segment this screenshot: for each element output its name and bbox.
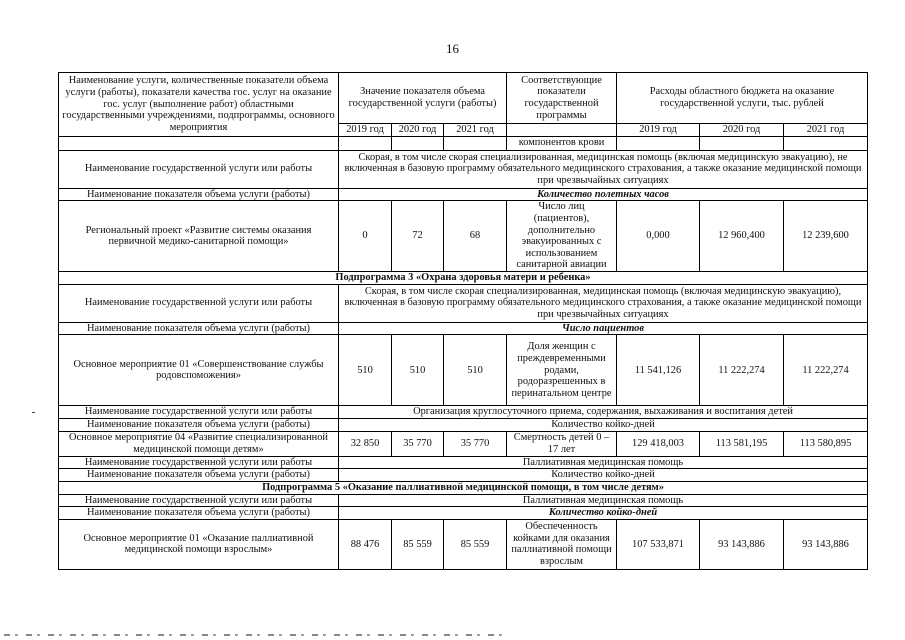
activity-name: Основное мероприятие 01 «Оказание паллиативной медицинской помощи взрослым»: [59, 519, 339, 569]
subprogram-title: Подпрограмма 5 «Оказание паллиативной медицинской помощи, в том числе детям»: [59, 481, 868, 494]
row-label: Наименование показателя объема услуги (работы): [59, 188, 339, 201]
row-label: Наименование показателя объема услуги (работы): [59, 322, 339, 335]
expense-cell: 129 418,003: [617, 431, 700, 456]
volume-indicator-cell: Количество койко-дней: [339, 507, 868, 520]
row-label: Наименование показателя объема услуги (работы): [59, 419, 339, 432]
table-row: [59, 469, 868, 482]
indicator-cell: Смертность детей 0 – 17 лет: [507, 431, 617, 456]
page-number: 16: [446, 41, 459, 56]
expense-cell: 12 960,400: [700, 201, 784, 272]
table-row: [59, 188, 868, 201]
budget-table: [58, 72, 868, 570]
value-cell: 510: [392, 335, 444, 406]
header-row: [59, 73, 868, 124]
row-label: Наименование показателя объема услуги (работы): [59, 507, 339, 520]
expense-cell: 11 222,274: [700, 335, 784, 406]
row-label: Наименование показателя объема услуги (работы): [59, 469, 339, 482]
table-row: [59, 201, 868, 272]
expense-cell: 113 581,195: [700, 431, 784, 456]
value-cell: 35 770: [392, 431, 444, 456]
indicator-cell: Обеспеченность койками для оказания паллиативной помощи взрослым: [507, 519, 617, 569]
volume-indicator-cell: Число пациентов: [339, 322, 868, 335]
expense-cell: 12 239,600: [784, 201, 868, 272]
scan-artifact: [4, 634, 504, 636]
table-row: [59, 519, 868, 569]
service-name-cell: Скорая, в том числе скорая специализированная, медицинская помощь (включая медицинскую эвакуацию), включенная в базовую программу обязательного медицинского страхования, а также оказание медицинской помощи при чрезвычайных ситуациях: [339, 284, 868, 322]
row-label: Наименование государственной услуги или работы: [59, 406, 339, 419]
expense-cell: 107 533,871: [617, 519, 700, 569]
empty-cell: [392, 136, 444, 150]
volume-indicator-cell: Количество койко-дней: [339, 469, 868, 482]
empty-cell: [339, 136, 392, 150]
header-volume-cell: Значение показателя объема государственной услуги (работы): [339, 73, 507, 124]
empty-cell: [700, 136, 784, 150]
row-label: Наименование государственной услуги или работы: [59, 150, 339, 188]
indicator-cell: компонентов крови: [507, 136, 617, 150]
header-expenses-cell: Расходы областного бюджета на оказание государственной услуги, тыс. рублей: [617, 73, 868, 124]
header-indicators-cell: Соответствующие показатели государственной программы: [507, 73, 617, 124]
activity-name: Основное мероприятие 01 «Совершенствование службы родовспоможения»: [59, 335, 339, 406]
indicator-cell: Доля женщин с преждевременными родами, родоразрешенных в перинатальном центре: [507, 335, 617, 406]
subprogram-row: [59, 272, 868, 285]
table-row: [59, 431, 868, 456]
year-cell: 2020 год: [392, 124, 444, 137]
value-cell: 35 770: [444, 431, 507, 456]
empty-cell: [59, 136, 339, 150]
expense-cell: 113 580,895: [784, 431, 868, 456]
value-cell: 510: [444, 335, 507, 406]
year-cell: 2019 год: [339, 124, 392, 137]
expense-cell: 11 541,126: [617, 335, 700, 406]
value-cell: 32 850: [339, 431, 392, 456]
empty-cell: [617, 136, 700, 150]
margin-mark: [32, 412, 35, 413]
subprogram-row: [59, 481, 868, 494]
empty-cell: [444, 136, 507, 150]
expense-cell: 93 143,886: [784, 519, 868, 569]
row-label: Наименование государственной услуги или работы: [59, 284, 339, 322]
year-cell: 2019 год: [617, 124, 700, 137]
year-cell: 2020 год: [700, 124, 784, 137]
value-cell: 88 476: [339, 519, 392, 569]
service-name-cell: Организация круглосуточного приема, содержания, выхаживания и воспитания детей: [339, 406, 868, 419]
expense-cell: 93 143,886: [700, 519, 784, 569]
empty-cell: [784, 136, 868, 150]
value-cell: 68: [444, 201, 507, 272]
table-row: [59, 456, 868, 469]
row-label: Наименование государственной услуги или работы: [59, 494, 339, 507]
value-cell: 72: [392, 201, 444, 272]
volume-indicator-cell: Количество койко-дней: [339, 419, 868, 432]
service-name-cell: Паллиативная медицинская помощь: [339, 494, 868, 507]
value-cell: 85 559: [444, 519, 507, 569]
value-cell: 85 559: [392, 519, 444, 569]
empty-cell: [507, 124, 617, 137]
expense-cell: 0,000: [617, 201, 700, 272]
row-label: Наименование государственной услуги или работы: [59, 456, 339, 469]
header-name-cell: Наименование услуги, количественные показатели объема услуги (работы), показатели качества гос. услуг на оказание гос. услуг (выполнение работ) областными государственными учреждениями, подпрограммы, основного мероприятия: [59, 73, 339, 137]
table-row: [59, 136, 868, 150]
year-cell: 2021 год: [444, 124, 507, 137]
volume-indicator-cell: Количество полетных часов: [339, 188, 868, 201]
value-cell: 510: [339, 335, 392, 406]
table-row: [59, 419, 868, 432]
indicator-cell: Число лиц (пациентов), дополнительно эвакуированных с использованием санитарной авиации: [507, 201, 617, 272]
table-row: [59, 335, 868, 406]
service-name-cell: Паллиативная медицинская помощь: [339, 456, 868, 469]
subprogram-title: Подпрограмма 3 «Охрана здоровья матери и ребенка»: [59, 272, 868, 285]
table-row: [59, 150, 868, 188]
value-cell: 0: [339, 201, 392, 272]
year-cell: 2021 год: [784, 124, 868, 137]
expense-cell: 11 222,274: [784, 335, 868, 406]
activity-name: Региональный проект «Развитие системы оказания первичной медико-санитарной помощи»: [59, 201, 339, 272]
table-row: [59, 494, 868, 507]
table-row: [59, 507, 868, 520]
table-row: [59, 406, 868, 419]
table-row: [59, 284, 868, 322]
service-name-cell: Скорая, в том числе скорая специализированная, медицинская помощь (включая медицинскую эвакуацию), не включенная в базовую программу обязательного медицинского страхования, а также оказание медицинской помощи при чрезвычайных ситуациях: [339, 150, 868, 188]
table-row: [59, 322, 868, 335]
activity-name: Основное мероприятие 04 «Развитие специализированной медицинской помощи детям»: [59, 431, 339, 456]
